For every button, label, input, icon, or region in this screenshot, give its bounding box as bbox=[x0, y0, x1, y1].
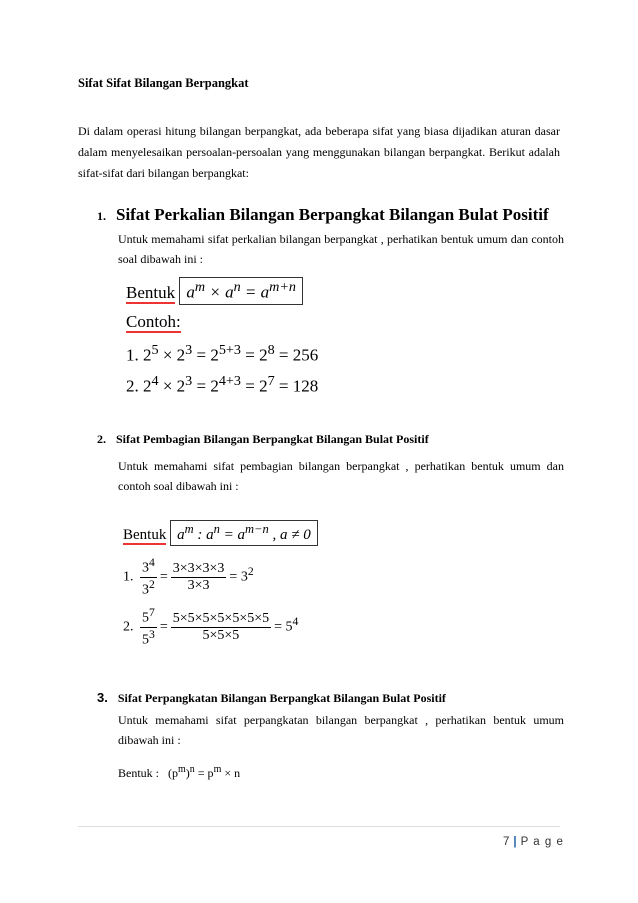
section-1-example-2-number: 2. bbox=[126, 376, 139, 396]
section-3-bentuk-label: Bentuk : bbox=[118, 766, 159, 780]
section-1-example-1-result: 256 bbox=[292, 345, 319, 365]
section-3-title: Sifat Perpangkatan Bilangan Berpangkat Bilangan Bulat Positif bbox=[117, 691, 446, 705]
section-2-bentuk-label: Bentuk bbox=[123, 527, 167, 543]
page-label: P a g e bbox=[520, 836, 564, 848]
section-1-example-2: 2. $2^4 \times 2^3 = 2^{4+3} = 2^7 = 128$ bbox=[126, 373, 319, 396]
section-2-description: Untuk memahami sifat pembagian bilangan berpangkat , perhatikan bentuk umum dan contoh soal dibawah ini : bbox=[118, 459, 564, 493]
section-1-heading bbox=[97, 205, 549, 225]
section-2-example-1-number: 1. bbox=[123, 569, 134, 585]
section-2-number: 2. bbox=[97, 432, 106, 446]
section-2-example-1: 1. $\frac{3^4}{3^2}$ = $\frac{3\times 3\times 3\times 3}{3\times 3}$ = $3^2$ bbox=[123, 556, 254, 598]
section-2-example-2-number: 2. bbox=[123, 619, 134, 635]
section-2-formula-box: $a^m$ : $a^n = a^{m-n}$ , a ≠ 0 bbox=[170, 520, 318, 546]
section-1-bentuk-label: Bentuk bbox=[126, 282, 176, 302]
page-number: 7 bbox=[503, 836, 511, 848]
section-1-example-1: 1. $2^5 \times 2^3 = 2^{5+3} = 2^8 = 256$ bbox=[126, 342, 319, 365]
section-2-formula bbox=[123, 520, 318, 546]
section-1-formula bbox=[126, 277, 303, 305]
section-1-description: Untuk memahami sifat perkalian bilangan berpangkat , perhatikan bentuk umum dan contoh soal dibawah ini : bbox=[118, 232, 564, 266]
section-1-number: 1. bbox=[97, 209, 106, 223]
section-3-heading bbox=[97, 690, 446, 706]
page-title: Sifat Sifat Bilangan Berpangkat bbox=[78, 76, 249, 90]
intro-paragraph: Di dalam operasi hitung bilangan berpangkat, ada beberapa sifat yang biasa dijadikan aturan dasar dalam menyelesaikan persoalan-persoalan yang menggunakan bilangan berpangkat. Berikut adalah sifat-sifat dari bilangan berpangkat: bbox=[78, 124, 560, 180]
footer-divider bbox=[78, 826, 560, 827]
section-3-formula: Bentuk : $(p^m)^n = p^m \times n$ bbox=[118, 764, 241, 780]
page-footer bbox=[503, 836, 564, 848]
section-2-heading bbox=[97, 432, 429, 447]
section-1-formula-box: $a^m \times a^n = a^{m+n}$ bbox=[179, 277, 303, 305]
footer-separator: | bbox=[513, 836, 518, 848]
section-2-title: Sifat Pembagian Bilangan Berpangkat Bilangan Bulat Positif bbox=[116, 432, 429, 446]
section-1-example-2-result: 128 bbox=[292, 376, 319, 396]
section-3-description: Untuk memahami sifat perpangkatan bilangan berpangkat , perhatikan bentuk umum dibawah ini : bbox=[118, 713, 564, 747]
section-1-contoh-label: Contoh: bbox=[126, 312, 181, 331]
section-3-number: 3. bbox=[97, 690, 108, 705]
section-1-example-1-number: 1. bbox=[126, 345, 139, 365]
section-2-example-2: 2. $\frac{5^7}{5^3}$ = $\frac{5\times 5\times 5\times 5\times 5\times 5\times 5}{5\times 5\times 5}$ = $5^4$ bbox=[123, 606, 299, 648]
section-1-title: Sifat Perkalian Bilangan Berpangkat Bilangan Bulat Positif bbox=[116, 205, 549, 224]
